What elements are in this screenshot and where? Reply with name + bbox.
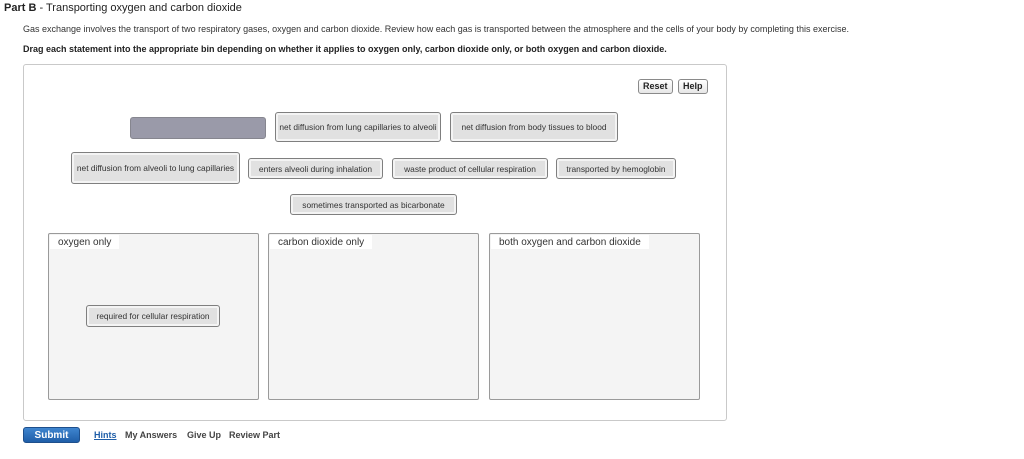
bin-carbon-dioxide-only[interactable] <box>268 233 479 400</box>
reset-button[interactable]: Reset <box>638 79 673 94</box>
bin-label: both oxygen and carbon dioxide <box>491 235 649 249</box>
part-label: Part B <box>4 2 37 14</box>
statement-card[interactable]: sometimes transported as bicarbonate <box>290 194 457 215</box>
intro-text: Gas exchange involves the transport of two respiratory gases, oxygen and carbon dioxide. Review how each gas is transported between the atmosphere and the cells of your body by completing this exercise. <box>23 24 849 34</box>
bin-label: oxygen only <box>50 235 119 249</box>
bin-both[interactable] <box>489 233 700 400</box>
placed-statement-card[interactable]: required for cellular respiration <box>86 305 220 327</box>
give-up-link[interactable]: Give Up <box>187 430 222 440</box>
statement-card[interactable]: enters alveoli during inhalation <box>248 158 383 179</box>
statement-card[interactable]: waste product of cellular respiration <box>392 158 548 179</box>
part-separator: - <box>36 2 46 14</box>
empty-card-slot <box>130 117 266 139</box>
statement-card[interactable]: transported by hemoglobin <box>556 158 676 179</box>
my-answers-link[interactable]: My Answers <box>125 430 178 440</box>
statement-card[interactable]: net diffusion from lung capillaries to alveoli <box>275 112 441 142</box>
hints-link[interactable]: Hints <box>94 430 117 440</box>
help-button[interactable]: Help <box>678 79 708 94</box>
bin-label: carbon dioxide only <box>270 235 372 249</box>
review-part-link[interactable]: Review Part <box>229 430 281 440</box>
submit-button[interactable]: Submit <box>23 427 80 443</box>
statement-card[interactable]: net diffusion from body tissues to blood <box>450 112 618 142</box>
part-heading: Transporting oxygen and carbon dioxide <box>45 2 242 14</box>
part-title <box>4 2 242 14</box>
statement-card[interactable]: net diffusion from alveoli to lung capillaries <box>71 152 240 184</box>
instructions-text: Drag each statement into the appropriate bin depending on whether it applies to oxygen only, carbon dioxide only, or both oxygen and carbon dioxide. <box>23 44 667 54</box>
